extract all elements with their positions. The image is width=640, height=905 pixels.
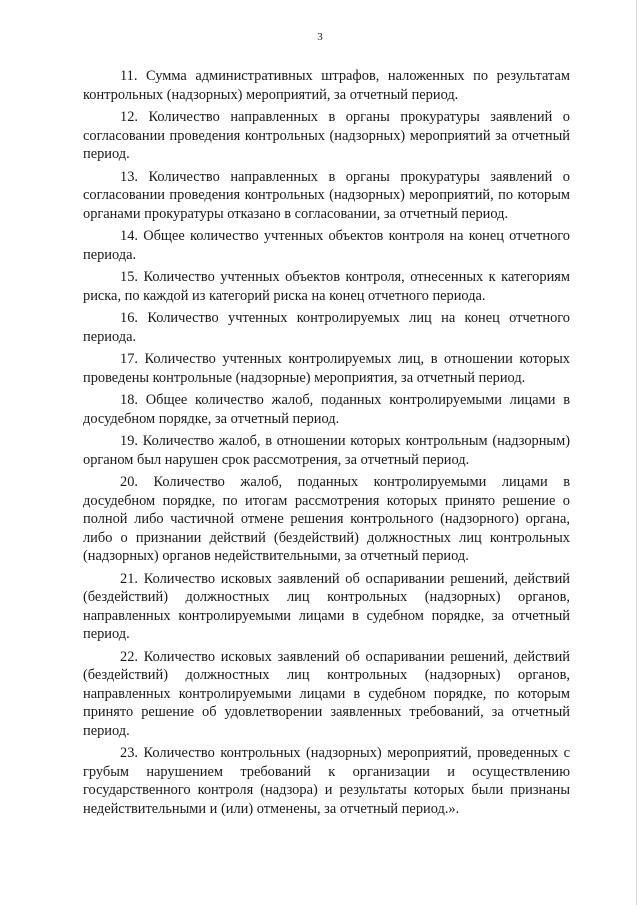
list-item-23: 23. Количество контрольных (надзорных) мероприятий, проведенных с грубым нарушением требований к организации и осуществлению государственного контроля (надзора) и результаты которых были признаны недействительными и (или) отменены, за отчетный период.».	[83, 745, 570, 817]
list-item-20: 20. Количество жалоб, поданных контролируемыми лицами в досудебном порядке, по итогам рассмотрения которых принято решение о полной либо частичной отмене решения контрольного (надзорного) органа, либо о признании действий (бездействий) должностных лиц контрольных (надзорных) органов недействительными, за отчетный период.	[83, 474, 570, 564]
page-edge	[636, 0, 637, 905]
document-body	[83, 67, 570, 822]
list-item-18: 18. Общее количество жалоб, поданных контролируемыми лицами в досудебном порядке, за отчетный период.	[83, 392, 570, 427]
list-item-19: 19. Количество жалоб, в отношении которых контрольным (надзорным) органом был нарушен срок рассмотрения, за отчетный период.	[83, 433, 570, 468]
list-item-15: 15. Количество учтенных объектов контроля, отнесенных к категориям риска, по каждой из категорий риска на конец отчетного периода.	[83, 269, 570, 304]
page-number: 3	[317, 31, 323, 43]
list-item-12: 12. Количество направленных в органы прокуратуры заявлений о согласовании проведения контрольных (надзорных) мероприятий за отчетный период.	[83, 109, 570, 162]
list-item-16: 16. Количество учтенных контролируемых лиц на конец отчетного периода.	[83, 310, 570, 345]
list-item-13: 13. Количество направленных в органы прокуратуры заявлений о согласовании проведения контрольных (надзорных) мероприятий, по которым органами прокуратуры отказано в согласовании, за отчетный период.	[83, 168, 570, 222]
list-item-22: 22. Количество исковых заявлений об оспаривании решений, действий (бездействий) должностных лиц контрольных (надзорных) органов, направленных контролируемыми лицами в судебном порядке, по которым принято решение об удовлетворении заявленных требований, за отчетный период.	[83, 648, 570, 739]
list-item-14: 14. Общее количество учтенных объектов контроля на конец отчетного периода.	[83, 228, 570, 263]
list-item-21: 21. Количество исковых заявлений об оспаривании решений, действий (бездействий) должностных лиц контрольных (надзорных) органов, направленных контролируемыми лицами в судебном порядке, за отчетный период.	[83, 570, 570, 642]
list-item-11: 11. Сумма административных штрафов, наложенных по результатам контрольных (надзорных) мероприятий, за отчетный период.	[83, 68, 570, 103]
list-item-17: 17. Количество учтенных контролируемых лиц, в отношении которых проведены контрольные (надзорные) мероприятия, за отчетный период.	[83, 351, 570, 386]
